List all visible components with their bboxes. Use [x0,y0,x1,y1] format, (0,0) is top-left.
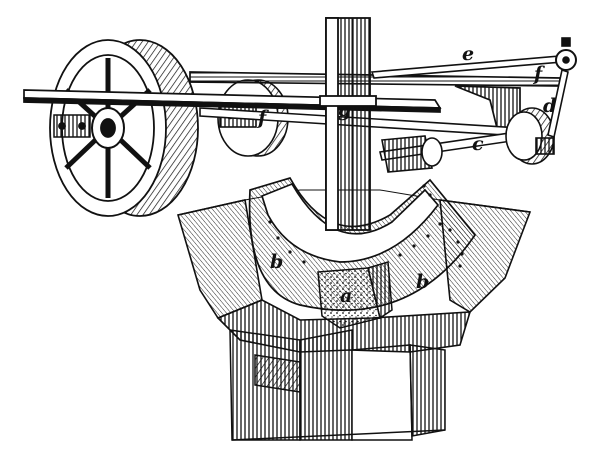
label-b-left: b [270,251,284,273]
label-f-lower: f [258,107,267,129]
vertical-shaft-g [320,18,376,230]
flywheel [50,40,198,216]
label-d: d [543,95,557,117]
label-g: g [338,99,352,121]
label-c: c [472,133,484,155]
label-f-top: f [534,63,543,85]
central-pocket-a [318,262,392,328]
label-e: e [462,43,475,65]
label-a: a [340,285,353,307]
label-b-right: b [416,271,430,293]
